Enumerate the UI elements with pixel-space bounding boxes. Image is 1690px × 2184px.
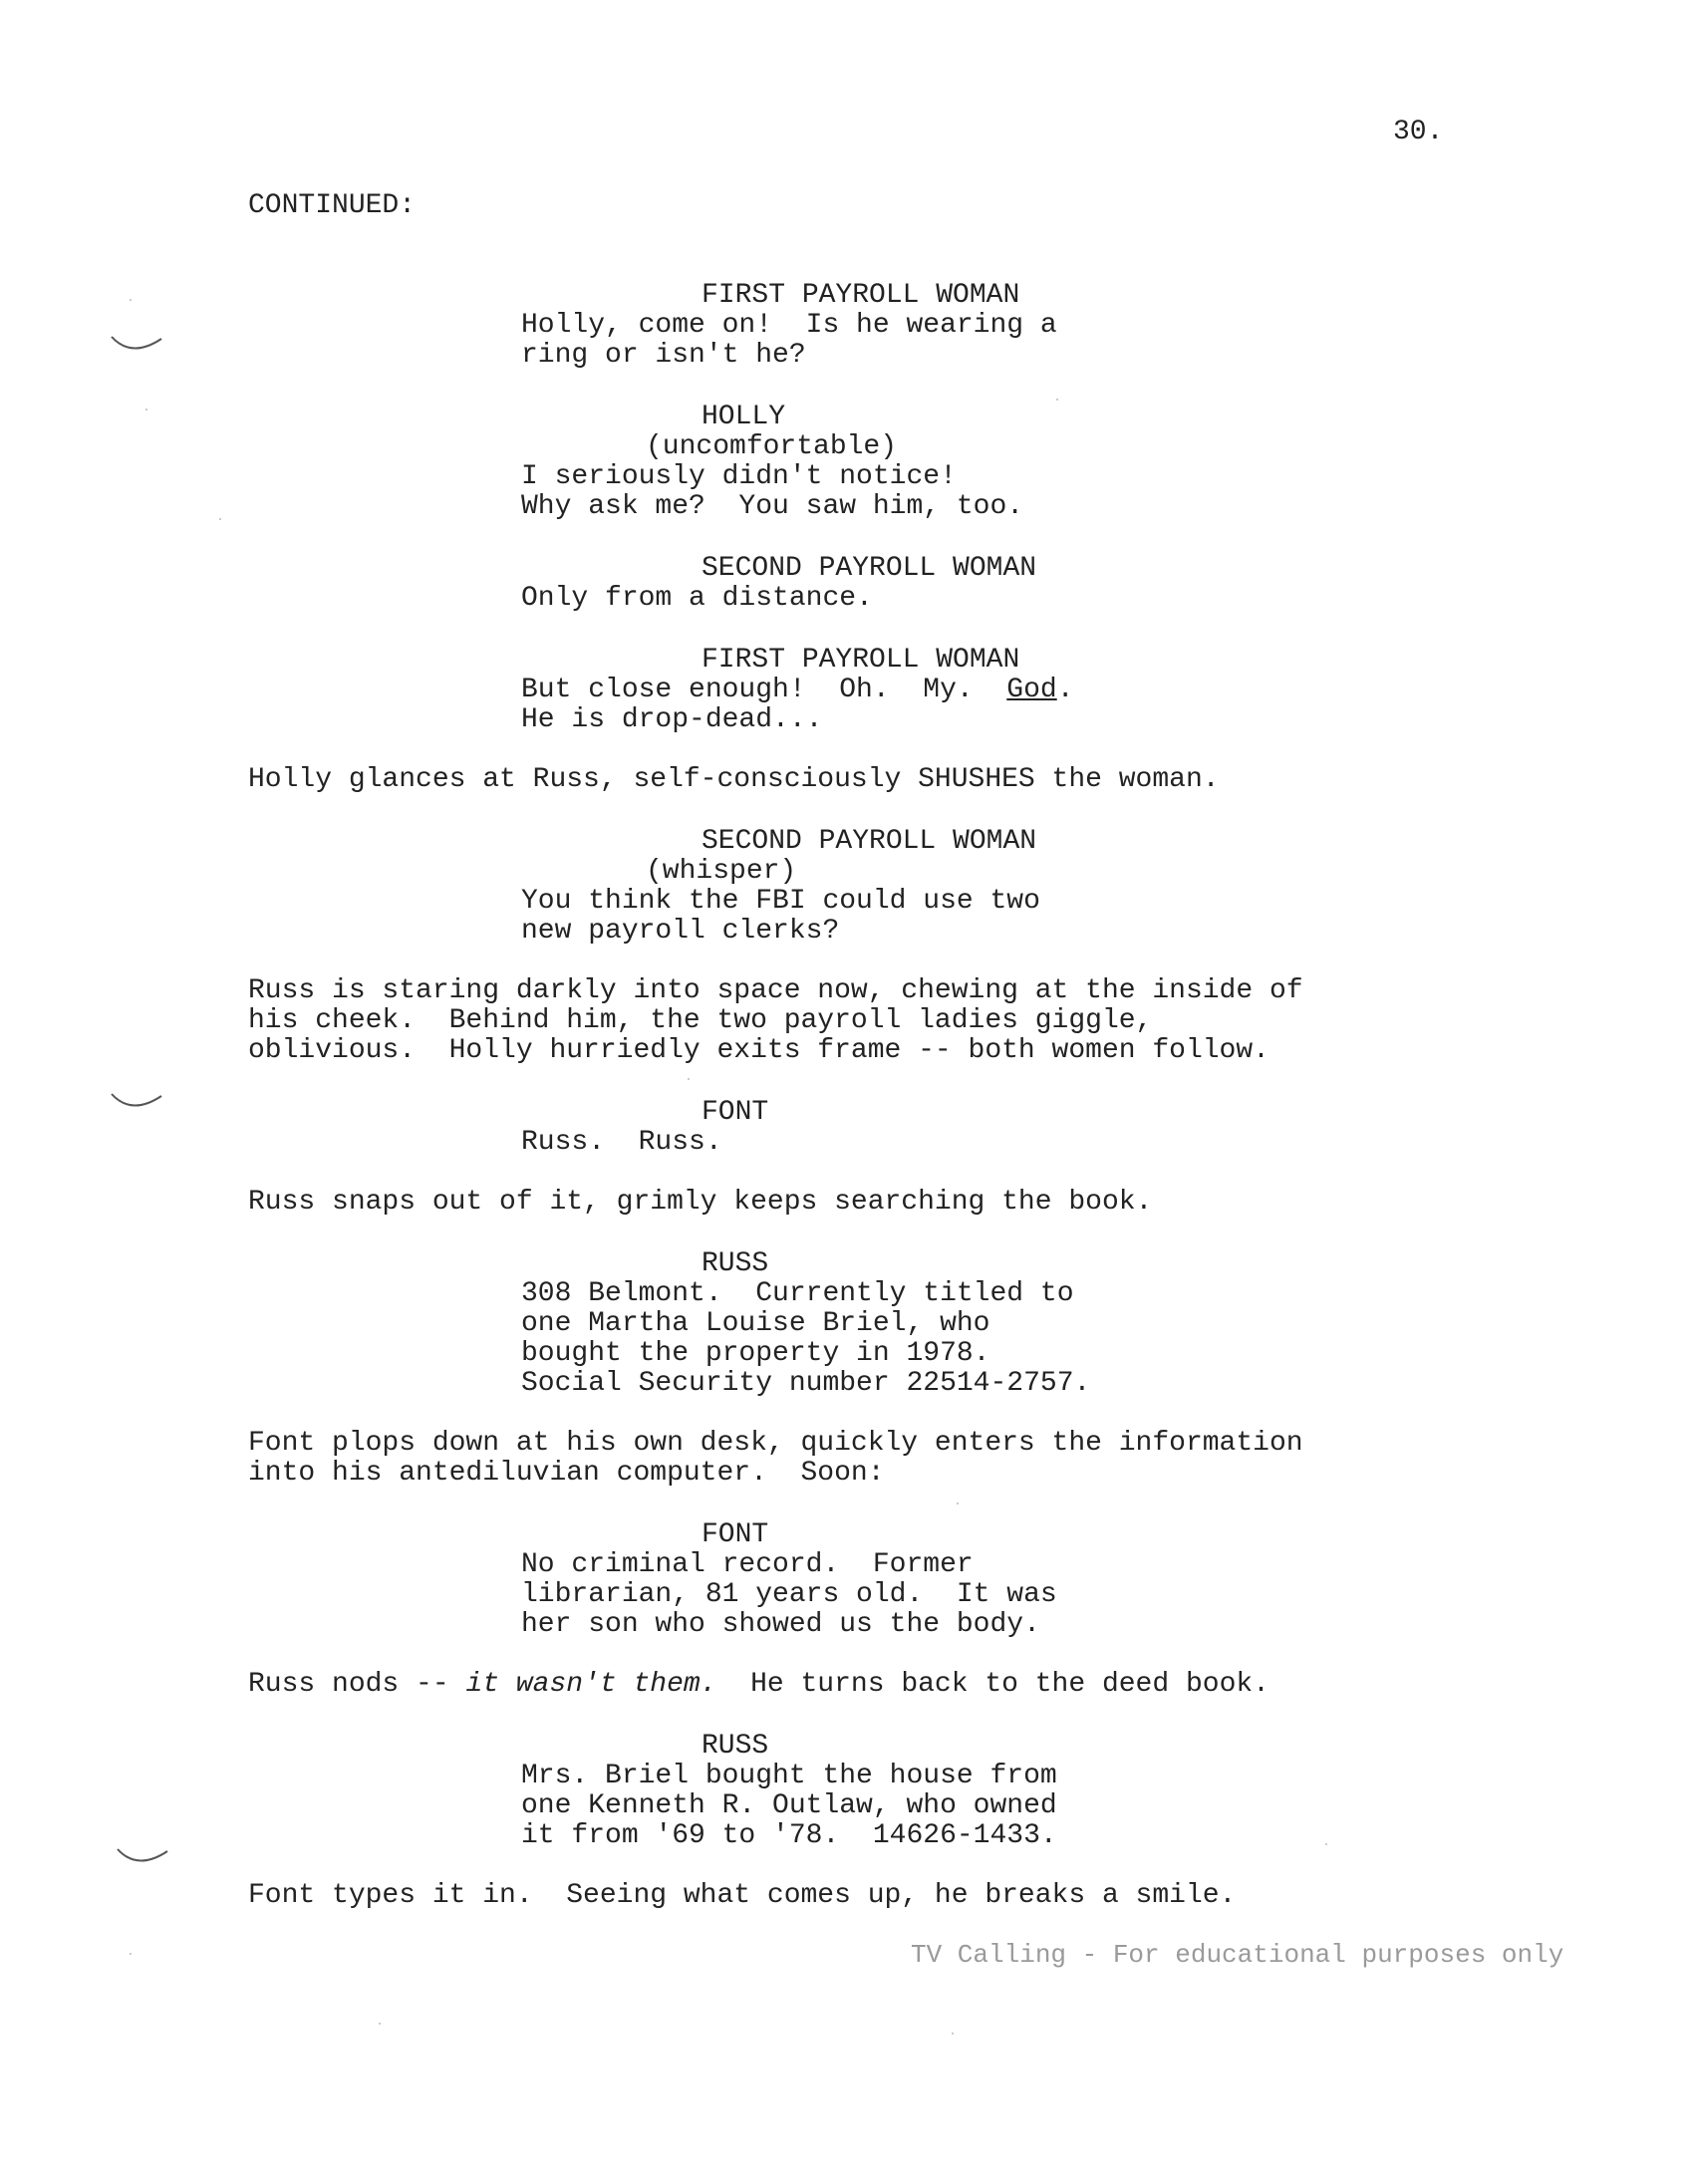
dialogue-line: one Martha Louise Briel, who: [521, 1308, 990, 1339]
scan-speck: [952, 2033, 954, 2035]
dialogue-line: it from '69 to '78. 14626-1433.: [521, 1820, 1057, 1851]
action-line: Font types it in. Seeing what comes up, he breaks a smile.: [248, 1880, 1237, 1911]
dialogue-line: Why ask me? You saw him, too.: [521, 491, 1024, 522]
character-name: HOLLY: [702, 402, 786, 432]
parenthetical: (whisper): [646, 856, 797, 887]
punch-hole-mark-icon: [110, 1090, 163, 1114]
scan-speck: [957, 1502, 959, 1504]
dialogue-line: Holly, come on! Is he wearing a: [521, 310, 1057, 341]
character-name: FONT: [702, 1097, 769, 1128]
underlined-word: God: [1006, 675, 1057, 705]
dialogue-line: [521, 676, 1074, 705]
dialogue-line: No criminal record. Former: [521, 1549, 974, 1580]
action-line: Holly glances at Russ, self-consciously SHUSHES the woman.: [248, 764, 1220, 795]
dialogue-line: I seriously didn't notice!: [521, 461, 957, 492]
action-line: oblivious. Holly hurriedly exits frame -- both women follow.: [248, 1035, 1269, 1066]
dialogue-line: ring or isn't he?: [521, 340, 806, 371]
parenthetical: (uncomfortable): [646, 431, 898, 462]
action-line: into his antediluvian computer. Soon:: [248, 1458, 885, 1489]
punch-hole-mark-icon: [110, 333, 163, 357]
dialogue-text: .: [1056, 675, 1074, 705]
action-line: Font plops down at his own desk, quickly enters the information: [248, 1428, 1303, 1459]
dialogue-line: one Kenneth R. Outlaw, who owned: [521, 1790, 1057, 1821]
dialogue-line: Mrs. Briel bought the house from: [521, 1761, 1057, 1791]
continued-header: CONTINUED:: [248, 190, 417, 221]
dialogue-text: But close enough! Oh. My.: [521, 675, 1007, 705]
character-name: RUSS: [702, 1248, 769, 1279]
scan-speck: [688, 1078, 690, 1080]
dialogue-line: her son who showed us the body.: [521, 1609, 1040, 1640]
scan-speck: [1056, 399, 1058, 401]
scan-speck: [379, 2023, 381, 2025]
scan-speck: [130, 299, 132, 301]
action-text: Russ nods --: [248, 1669, 466, 1700]
action-line: his cheek. Behind him, the two payroll ladies giggle,: [248, 1005, 1153, 1036]
dialogue-line: librarian, 81 years old. It was: [521, 1579, 1057, 1610]
dialogue-line: Russ. Russ.: [521, 1127, 722, 1158]
action-line: [248, 1670, 1269, 1700]
action-text: He turns back to the deed book.: [716, 1669, 1269, 1700]
character-name: FIRST PAYROLL WOMAN: [702, 645, 1020, 676]
dialogue-line: You think the FBI could use two: [521, 886, 1040, 917]
action-line: Russ is staring darkly into space now, chewing at the inside of: [248, 975, 1303, 1006]
page-number: 30.: [1393, 117, 1444, 147]
scan-speck: [219, 518, 221, 520]
dialogue-line: Social Security number 22514-2757.: [521, 1368, 1091, 1399]
character-name: FIRST PAYROLL WOMAN: [702, 280, 1020, 311]
dialogue-line: new payroll clerks?: [521, 916, 840, 947]
scan-speck: [145, 409, 147, 410]
scan-speck: [130, 1953, 132, 1955]
watermark: TV Calling - For educational purposes only: [911, 1940, 1564, 1970]
dialogue-line: He is drop-dead...: [521, 704, 823, 735]
italic-phrase: it wasn't them.: [465, 1669, 717, 1700]
dialogue-line: Only from a distance.: [521, 583, 873, 614]
character-name: RUSS: [702, 1731, 769, 1762]
dialogue-line: 308 Belmont. Currently titled to: [521, 1278, 1074, 1309]
scan-speck: [1325, 1843, 1327, 1845]
character-name: FONT: [702, 1519, 769, 1550]
punch-hole-mark-icon: [116, 1845, 169, 1869]
character-name: SECOND PAYROLL WOMAN: [702, 826, 1037, 857]
action-line: Russ snaps out of it, grimly keeps searching the book.: [248, 1187, 1153, 1218]
dialogue-line: bought the property in 1978.: [521, 1338, 990, 1369]
character-name: SECOND PAYROLL WOMAN: [702, 553, 1037, 584]
